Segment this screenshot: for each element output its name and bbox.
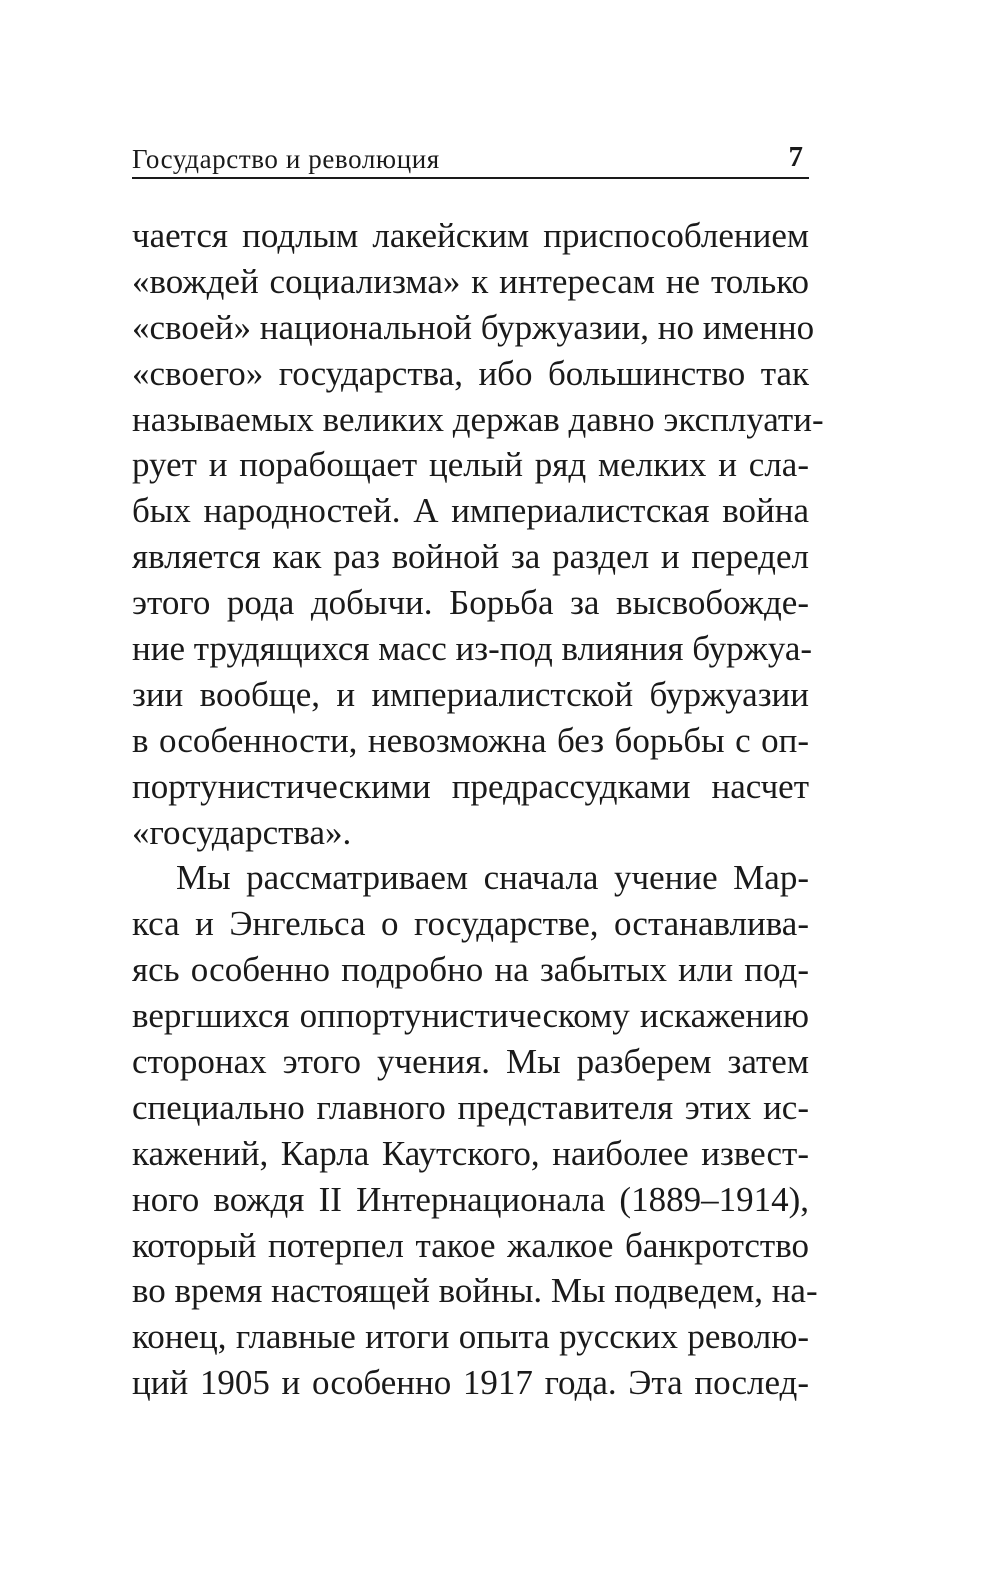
text-line: во время настоящей войны. Мы подведем, на- (132, 1271, 818, 1311)
text-line: «своей» национальной буржуазии, но именно (132, 307, 815, 347)
text-line: в особенности, невозможна без борьбы с оп- (132, 720, 809, 760)
text-line: который потерпел такое жалкое банкротство (132, 1225, 809, 1265)
text-line: кса и Энгельса о государстве, останавлива- (132, 904, 809, 944)
text-line: кажений, Карла Каутского, наиболее извест- (132, 1133, 809, 1173)
text-line: конец, главные итоги опыта русских револю- (132, 1317, 809, 1357)
paragraph-first-line: Мы рассматриваем сначала учение Мар- (176, 858, 809, 898)
text-line: зии вообще, и империалистской буржуазии (132, 674, 809, 714)
text-line: называемых великих держав давно эксплуати- (132, 399, 824, 439)
text-line: рует и порабощает целый ряд мелких и сла- (132, 445, 809, 485)
text-line: чается подлым лакейским приспособлением (132, 216, 809, 255)
paragraph-end-line: «государства». (132, 812, 352, 852)
text-line: ние трудящихся масс из-под влияния буржуа- (132, 629, 813, 669)
text-line: ций 1905 и особенно 1917 года. Эта послед- (132, 1363, 809, 1403)
text-line: этого рода добычи. Борьба за высвобожде- (132, 583, 809, 623)
text-line: вергшихся оппортунистическому искажению (132, 996, 809, 1036)
text-line: ного вождя II Интернационала (1889–1914), (132, 1179, 809, 1219)
text-line: бых народностей. А империалистская война (132, 491, 809, 531)
text-line: «вождей социализма» к интересам не только (132, 261, 809, 301)
text-line: «своего» государства, ибо большинство так (132, 353, 809, 393)
text-line: является как раз войной за раздел и передел (132, 537, 809, 577)
running-header (132, 143, 809, 179)
text-line: сторонах этого учения. Мы разберем затем (132, 1042, 809, 1082)
running-title: Государство и революция (132, 144, 440, 174)
text-line: специально главного представителя этих ис- (132, 1087, 809, 1127)
body-text (132, 213, 824, 1406)
text-line: портунистическими предрассудками насчет (132, 766, 809, 806)
text-line: ясь особенно подробно на забытых или под- (132, 950, 809, 990)
page-number: 7 (788, 141, 803, 173)
